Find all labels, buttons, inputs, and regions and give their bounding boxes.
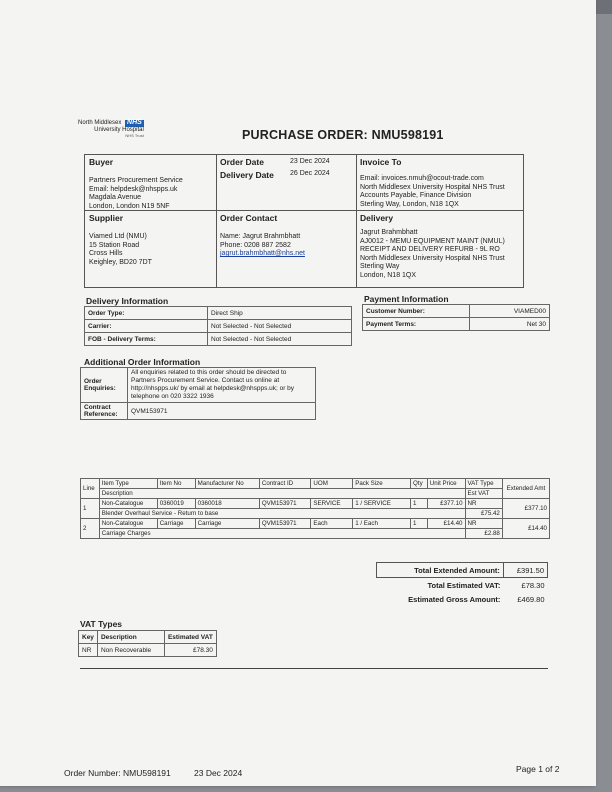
totals-table	[376, 562, 548, 606]
vat-type: NR	[465, 499, 502, 509]
total-vat-row	[377, 578, 548, 593]
item-type: Non-Catalogue	[99, 499, 157, 509]
additional-info-heading: Additional Order Information	[84, 357, 201, 367]
supplier-heading: Supplier	[89, 213, 124, 223]
line-table-header	[81, 479, 550, 489]
delivery-date: 26 Dec 2024	[290, 170, 330, 177]
carrier-label: Carrier:	[85, 320, 208, 333]
total-extended-row	[377, 563, 548, 578]
line-description: Carriage Charges	[99, 529, 465, 539]
unit-price: £377.10	[427, 499, 465, 509]
col-pack-size: Pack Size	[353, 479, 411, 489]
item-no: Carriage	[157, 519, 195, 529]
delivery-date-label: Delivery Date	[220, 170, 274, 180]
contract-reference-value: QVM153971	[128, 403, 316, 420]
order-contact-details: Name: Jagrut Brahmbhatt Phone: 0208 887 2582	[220, 233, 301, 249]
est-vat: £2.88	[465, 529, 502, 539]
total-vat-value: £78.30	[521, 580, 545, 590]
line-number: 2	[81, 519, 100, 539]
col-item-no: Item No	[157, 479, 195, 489]
table-row	[79, 644, 217, 657]
col-description: Description	[99, 489, 465, 499]
order-type-label: Order Type:	[85, 307, 208, 320]
col-unit-price: Unit Price	[427, 479, 465, 489]
order-type-value: Direct Ship	[208, 307, 352, 320]
est-vat: £75.42	[465, 509, 502, 519]
extended-amt: £14.40	[502, 519, 549, 539]
line-items-table	[80, 478, 550, 539]
delivery-info-table	[84, 306, 352, 346]
fob-value: Not Selected - Not Selected	[208, 333, 352, 346]
col-line: Line	[81, 479, 100, 499]
delivery-info-heading: Delivery Information	[86, 296, 169, 306]
extended-amt: £377.10	[502, 499, 549, 519]
uom: Each	[311, 519, 353, 529]
order-contact-heading: Order Contact	[220, 213, 278, 223]
table-row	[81, 499, 550, 509]
table-row	[81, 529, 550, 539]
col-extended-amt: Extended Amt	[502, 479, 549, 499]
additional-info-table	[80, 367, 316, 420]
org-name-line2: University Hospital	[94, 126, 144, 133]
order-contact-email[interactable]: jagrut.brahmbhatt@nhs.net	[220, 250, 305, 257]
payment-info-heading: Payment Information	[364, 294, 449, 304]
vat-types-table	[78, 630, 217, 657]
vat-type: NR	[465, 519, 502, 529]
footer-page-number: Page 1 of 2	[516, 764, 560, 774]
col-vat-type: VAT Type	[465, 479, 502, 489]
contract-id: QVM153971	[259, 499, 311, 509]
delivery-heading: Delivery	[360, 213, 394, 223]
table-row	[85, 320, 352, 333]
supplier-address: Viamed Ltd (NMU) 15 Station Road Cross Hills Keighley, BD20 7DT	[89, 233, 152, 266]
order-enquiries-label: Order Enquiries:	[81, 368, 128, 403]
contract-id: QVM153971	[259, 519, 311, 529]
order-date: 23 Dec 2024	[290, 158, 330, 165]
vat-col-est-vat: Estimated VAT	[164, 631, 216, 644]
qty: 1	[411, 519, 428, 529]
pack-size: 1 / SERVICE	[353, 499, 411, 509]
divider	[80, 668, 548, 669]
table-row	[79, 631, 217, 644]
order-date-label: Order Date	[220, 157, 264, 167]
buyer-address: Partners Procurement Service Email: helpdesk@nhspps.uk Magdala Avenue London, London N19 5NF	[89, 177, 183, 210]
table-row	[363, 305, 550, 318]
table-row	[85, 307, 352, 320]
table-row	[363, 318, 550, 331]
order-enquiries-text: All enquiries related to this order should be directed to Partners Procurement Service. Contact us online at http://nhspps.uk/ by email at helpdesk@nhspps.uk; or by telephone on 020 3322 1936	[128, 368, 316, 403]
uom: SERVICE	[311, 499, 353, 509]
col-qty: Qty	[411, 479, 428, 489]
gross-amount-label: Estimated Gross Amount:	[408, 594, 501, 604]
total-extended-label: Total Extended Amount:	[414, 565, 500, 575]
invoice-to-heading: Invoice To	[360, 157, 402, 167]
buyer-heading: Buyer	[89, 157, 114, 167]
page-title: PURCHASE ORDER: NMU598191	[242, 128, 444, 142]
footer-order-number: Order Number: NMU598191	[64, 768, 171, 778]
line-table-header-2	[81, 489, 550, 499]
gross-amount-value: £469.80	[517, 594, 545, 604]
line-number: 1	[81, 499, 100, 519]
vat-types-heading: VAT Types	[80, 619, 123, 629]
unit-price: £14.40	[427, 519, 465, 529]
payment-terms-value: Net 30	[470, 318, 550, 331]
vat-key: NR	[79, 644, 98, 657]
org-tag: NHS Trust	[125, 133, 144, 138]
vat-col-key: Key	[79, 631, 98, 644]
col-contract-id: Contract ID	[259, 479, 311, 489]
col-item-type: Item Type	[99, 479, 157, 489]
delivery-address: Jagrut Brahmbhatt AJ0012 - MEMU EQUIPMENT MAINT (NMUL) RECEIPT AND DELIVERY REFURB - 9L RO North Middlesex University Hospital NHS Trust Sterling Way London, N18 1QX	[360, 229, 505, 279]
table-row	[85, 333, 352, 346]
gross-amount-row	[377, 592, 548, 606]
qty: 1	[411, 499, 428, 509]
carrier-value: Not Selected - Not Selected	[208, 320, 352, 333]
payment-terms-label: Payment Terms:	[363, 318, 470, 331]
manufacturer-no: 0360018	[195, 499, 259, 509]
contract-reference-label: Contract Reference:	[81, 403, 128, 420]
vat-col-description: Description	[97, 631, 164, 644]
table-row	[81, 519, 550, 529]
manufacturer-no: Carriage	[195, 519, 259, 529]
table-row	[81, 368, 316, 403]
col-est-vat: Est VAT	[465, 489, 502, 499]
table-row	[81, 509, 550, 519]
table-row	[81, 403, 316, 420]
org-name-line1: North Middlesex	[78, 120, 122, 126]
item-no: 0360019	[157, 499, 195, 509]
org-logo	[78, 120, 144, 140]
customer-number-value: VIAMED00	[470, 305, 550, 318]
vat-est-vat: £78.30	[164, 644, 216, 657]
payment-info-table	[362, 304, 550, 331]
line-description: Blender Overhaul Service - Return to base	[99, 509, 465, 519]
item-type: Non-Catalogue	[99, 519, 157, 529]
col-manufacturer-no: Manufacturer No	[195, 479, 259, 489]
vat-description: Non Recoverable	[97, 644, 164, 657]
total-extended-value: £391.50	[503, 563, 547, 578]
invoice-to-address: Email: invoices.nmuh@ocout-trade.com North Middlesex University Hospital NHS Trust Accounts Payable, Finance Division Sterling Way, London, N18 1QX	[360, 175, 505, 208]
fob-label: FOB - Delivery Terms:	[85, 333, 208, 346]
pack-size: 1 / Each	[353, 519, 411, 529]
customer-number-label: Customer Number:	[363, 305, 470, 318]
nhs-badge: NHS	[127, 119, 142, 126]
total-vat-label: Total Estimated VAT:	[427, 580, 501, 590]
col-uom: UOM	[311, 479, 353, 489]
footer-date: 23 Dec 2024	[194, 768, 243, 778]
